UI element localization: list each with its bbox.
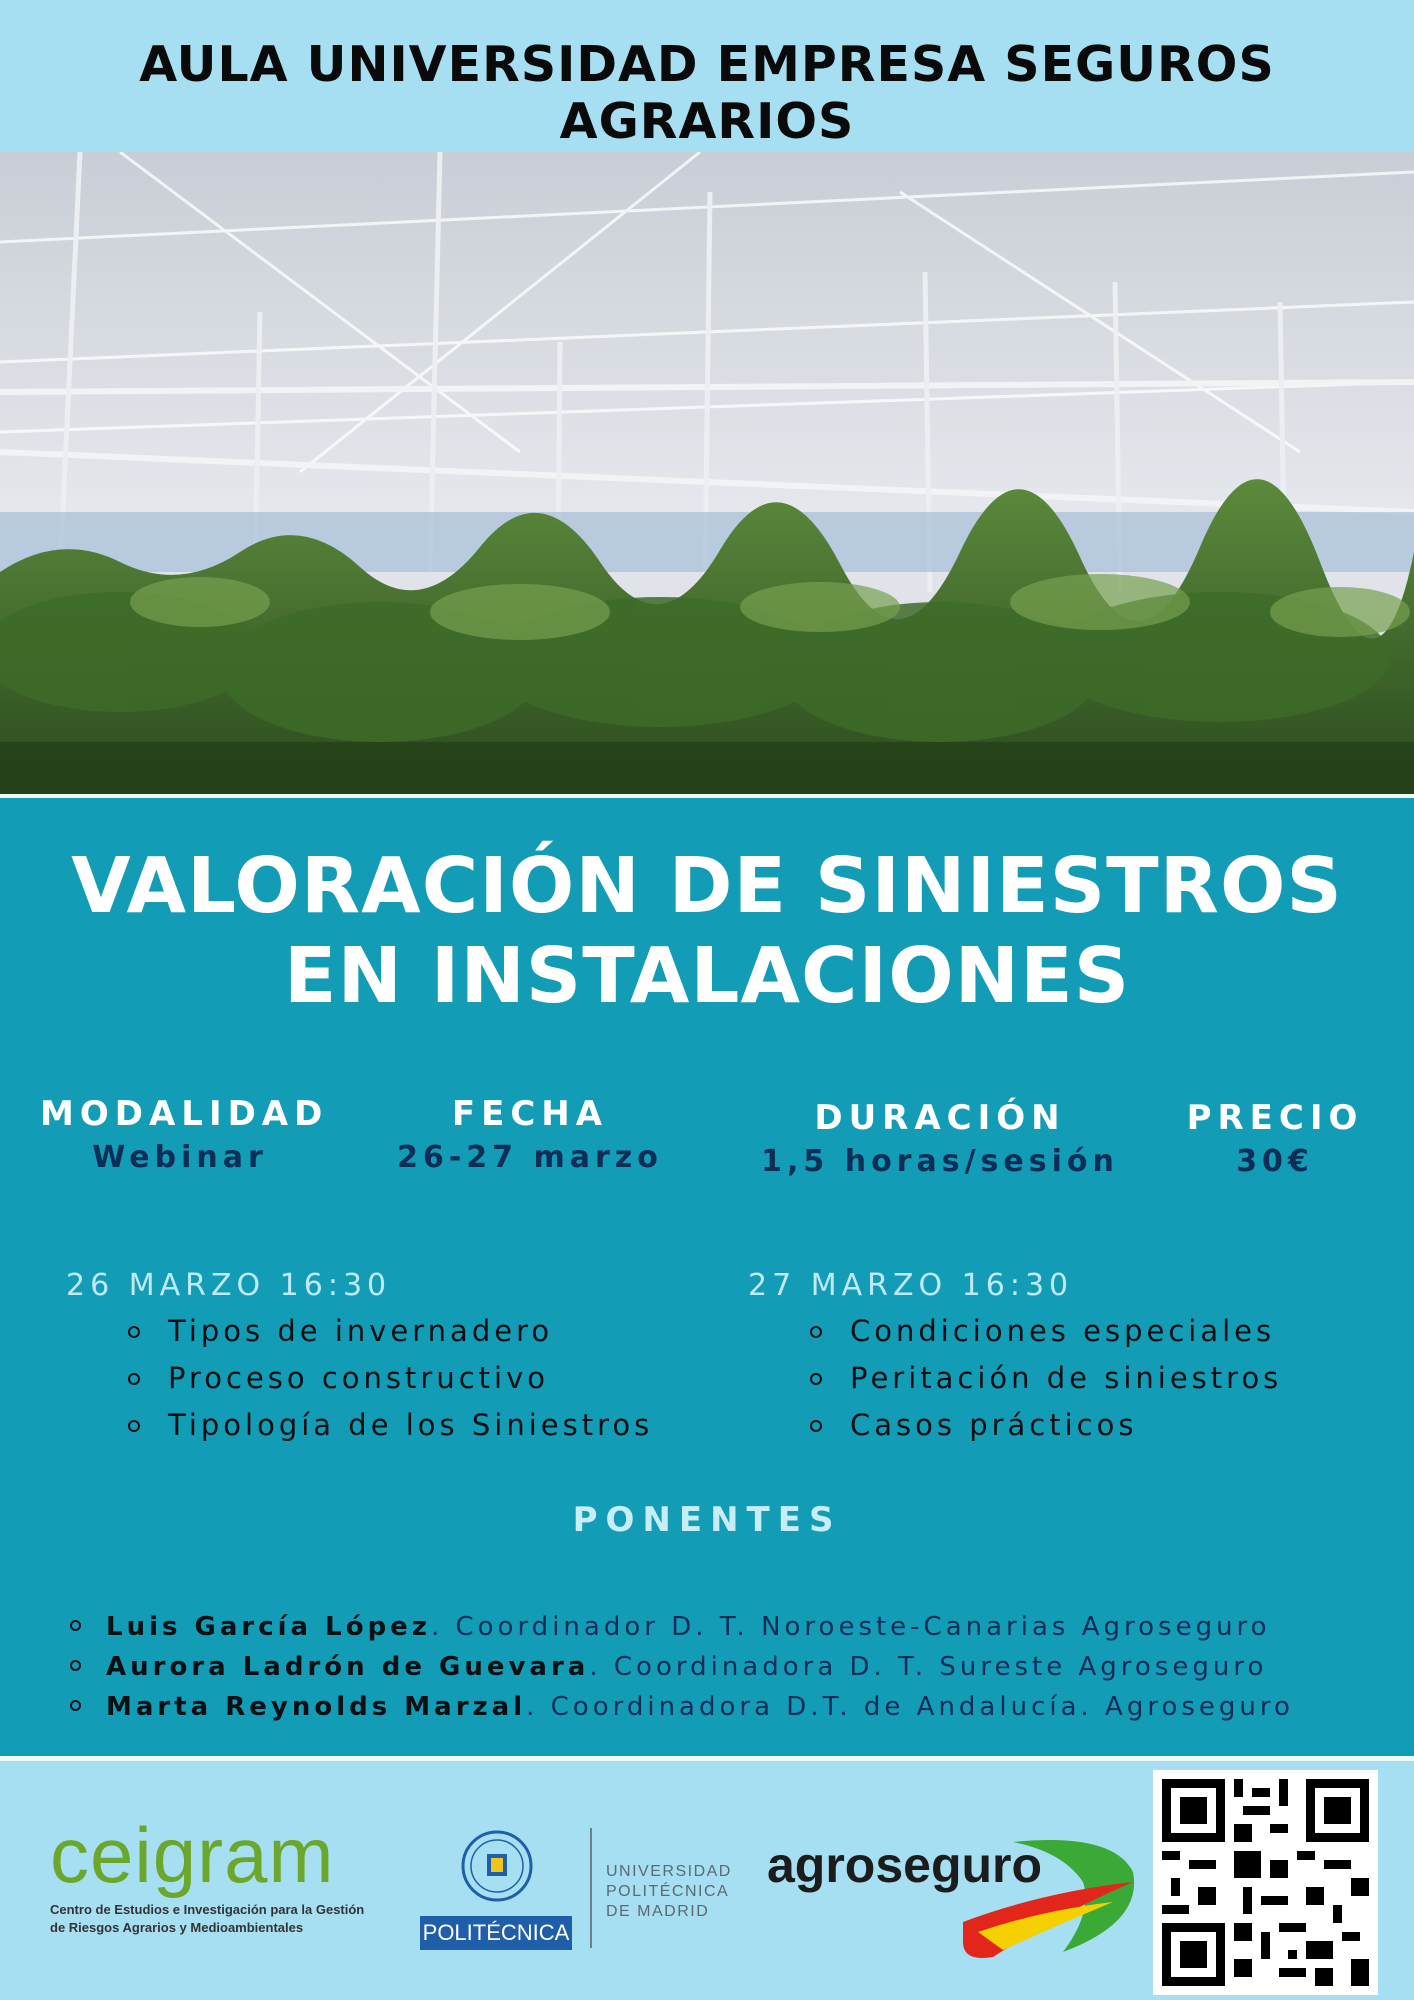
qr-code-icon[interactable] — [1153, 1770, 1378, 1995]
info-modalidad — [40, 1094, 329, 1175]
circle-bullet-icon — [70, 1660, 81, 1671]
circle-bullet-icon — [128, 1326, 140, 1338]
circle-bullet-icon — [810, 1326, 822, 1338]
info-label: FECHA — [451, 1094, 609, 1134]
circle-bullet-icon — [810, 1373, 822, 1385]
circle-bullet-icon — [70, 1620, 81, 1631]
list-item — [810, 1402, 1282, 1449]
upm-separator — [590, 1828, 592, 1948]
list-item — [810, 1355, 1282, 1402]
speaker-role: . Coordinadora D.T. de Andalucía. Agroseguro — [526, 1692, 1294, 1722]
ceigram-subtitle-line2: de Riesgos Agrarios y Medioambientales — [50, 1920, 304, 1935]
upm-text-line3: DE MADRID — [606, 1903, 710, 1920]
list-item — [128, 1355, 653, 1402]
info-precio — [1170, 1098, 1380, 1179]
ceigram-logo — [50, 1811, 365, 1937]
circle-bullet-icon — [128, 1420, 140, 1432]
info-value: Webinar — [92, 1140, 268, 1175]
speaker-item — [70, 1607, 1294, 1647]
day1-topics — [128, 1308, 653, 1449]
info-fecha — [380, 1094, 680, 1175]
info-value: 26-27 marzo — [397, 1140, 663, 1175]
list-item — [128, 1402, 653, 1449]
speaker-item — [70, 1687, 1294, 1727]
day2-heading: 27 MARZO 16:30 — [748, 1268, 1074, 1303]
speaker-name: Aurora Ladrón de Guevara — [106, 1652, 590, 1682]
speaker-name: Luis García López — [106, 1612, 431, 1642]
topic-text: Tipos de invernadero — [168, 1314, 554, 1348]
header-title: AULA UNIVERSIDAD EMPRESA SEGUROS AGRARIOS — [139, 36, 1275, 150]
speaker-name: Marta Reynolds Marzal — [106, 1692, 527, 1722]
topic-text: Casos prácticos — [850, 1408, 1138, 1442]
header-banner — [0, 0, 1414, 152]
upm-text — [606, 1862, 732, 1922]
info-label: DURACIÓN — [814, 1098, 1066, 1138]
circle-bullet-icon — [128, 1373, 140, 1385]
agroseguro-wordmark: agroseguro — [767, 1837, 1043, 1893]
ceigram-subtitle — [50, 1901, 364, 1937]
info-label: MODALIDAD — [40, 1094, 329, 1134]
upm-text-line1: UNIVERSIDAD — [606, 1863, 732, 1880]
upm-logo — [420, 1828, 732, 1948]
day2-topics — [810, 1308, 1282, 1449]
speaker-item — [70, 1647, 1294, 1687]
circle-bullet-icon — [70, 1700, 81, 1711]
list-item — [128, 1308, 653, 1355]
list-item — [810, 1308, 1282, 1355]
ponentes-heading: PONENTES — [572, 1500, 842, 1540]
ceigram-wordmark: ceigram — [50, 1811, 335, 1899]
greenhouse-photo — [0, 152, 1414, 794]
info-value: 30€ — [1236, 1144, 1314, 1179]
speaker-role: . Coordinadora D. T. Sureste Agroseguro — [589, 1652, 1268, 1682]
course-title-line1: VALORACIÓN DE SINIESTROS — [71, 842, 1343, 931]
upm-badge: POLITÉCNICA — [420, 1916, 572, 1950]
speaker-role: . Coordinador D. T. Noroeste-Canarias Agroseguro — [430, 1612, 1271, 1642]
info-value: 1,5 horas/sesión — [761, 1144, 1119, 1179]
day1-heading: 26 MARZO 16:30 — [66, 1268, 392, 1303]
course-title — [0, 842, 1414, 1022]
course-title-line2: EN INSTALACIONES — [283, 932, 1131, 1021]
topic-text: Tipología de los Siniestros — [168, 1408, 654, 1442]
info-label: PRECIO — [1186, 1098, 1364, 1138]
topic-text: Condiciones especiales — [850, 1314, 1276, 1348]
speakers-list — [70, 1607, 1294, 1727]
upm-text-line2: POLITÉCNICA — [606, 1883, 730, 1900]
agroseguro-logo — [763, 1832, 1143, 1962]
upm-seal-icon — [460, 1828, 534, 1912]
ceigram-subtitle-line1: Centro de Estudios e Investigación para la Gestión — [50, 1902, 365, 1917]
circle-bullet-icon — [810, 1420, 822, 1432]
topic-text: Peritación de siniestros — [850, 1361, 1283, 1395]
topic-text: Proceso constructivo — [168, 1361, 549, 1395]
info-duracion — [740, 1098, 1140, 1179]
